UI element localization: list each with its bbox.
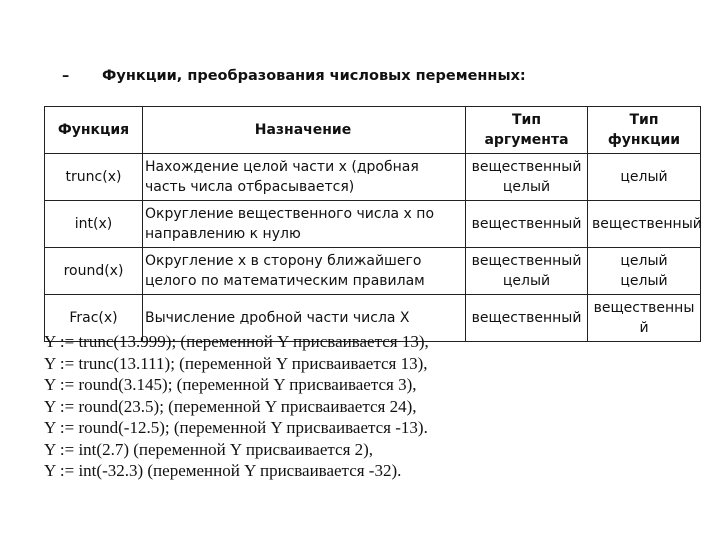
cell-function-name: round(x) <box>45 248 143 295</box>
header-function: Функция <box>45 107 143 154</box>
example-line: Y := int(2.7) (переменной Y присваивается 2), <box>44 439 374 459</box>
cell-argtype <box>466 154 588 201</box>
cell-functype <box>588 248 701 295</box>
functions-table <box>44 106 701 342</box>
header-functype: Тип функции <box>588 107 701 154</box>
section-heading <box>62 68 526 84</box>
cell-purpose-line: Округление x в сторону ближайшего <box>145 253 422 269</box>
cell-purpose <box>143 154 466 201</box>
example-line: Y := round(3.145); (переменной Y присваивается 3), <box>44 375 417 394</box>
cell-argtype-line: целый <box>502 179 551 195</box>
cell-function-name: trunc(x) <box>45 154 143 201</box>
cell-argtype-line: вещественный <box>471 159 582 175</box>
cell-argtype <box>466 295 588 342</box>
table-body <box>45 154 701 342</box>
cell-functype-line: целый <box>620 169 668 185</box>
cell-purpose-line: направлению к нулю <box>145 226 301 242</box>
cell-purpose-line: Нахождение целой части x (дробная <box>145 159 419 175</box>
cell-purpose-line: Вычисление дробной части числа X <box>145 310 410 326</box>
cell-purpose <box>143 201 466 248</box>
heading-dash: – <box>62 68 70 84</box>
cell-argtype-line: вещественный <box>471 310 582 326</box>
cell-functype <box>588 295 701 342</box>
cell-purpose-line: Округление вещественного числа x по <box>145 206 435 222</box>
example-line: Y := int(-32.3) (переменной Y присваивается -32). <box>44 461 402 480</box>
header-purpose: Назначение <box>143 107 466 154</box>
cell-functype-line: целый <box>620 253 668 269</box>
cell-functype-line: й <box>639 320 649 336</box>
cell-functype <box>588 154 701 201</box>
example-line: Y := round(-12.5); (переменной Y присваивается -13). <box>44 418 428 437</box>
heading-text: Функции, преобразования числовых переменных: <box>102 68 526 84</box>
cell-argtype-line: целый <box>502 273 551 289</box>
table-row <box>45 248 701 295</box>
cell-function-name: int(x) <box>45 201 143 248</box>
examples-block <box>44 331 429 482</box>
cell-argtype-line: вещественный <box>471 253 582 269</box>
cell-argtype <box>466 201 588 248</box>
table-header-row <box>45 107 701 154</box>
example-line: Y := trunc(13.999); (переменной Y присваивается 13), <box>44 332 429 351</box>
cell-functype-line: вещественный <box>592 216 702 232</box>
cell-functype-line: вещественны <box>593 300 695 316</box>
table-row <box>45 154 701 201</box>
cell-functype-line: целый <box>620 273 668 289</box>
cell-functype <box>588 201 701 248</box>
header-argtype-line: Тип <box>511 112 542 128</box>
cell-purpose-line: часть числа отбрасывается) <box>145 179 355 195</box>
example-line: Y := trunc(13.111); (переменной Y присваивается 13), <box>44 353 428 373</box>
header-argtype <box>466 107 588 154</box>
table-row <box>45 201 701 248</box>
header-argtype-line: аргумента <box>484 132 569 148</box>
cell-function-name: Frac(x) <box>45 295 143 342</box>
cell-argtype <box>466 248 588 295</box>
cell-argtype-line: вещественный <box>471 216 582 232</box>
example-line: Y := round(23.5); (переменной Y присваивается 24), <box>44 396 417 416</box>
cell-purpose <box>143 248 466 295</box>
cell-purpose-line: целого по математическим правилам <box>145 273 425 289</box>
